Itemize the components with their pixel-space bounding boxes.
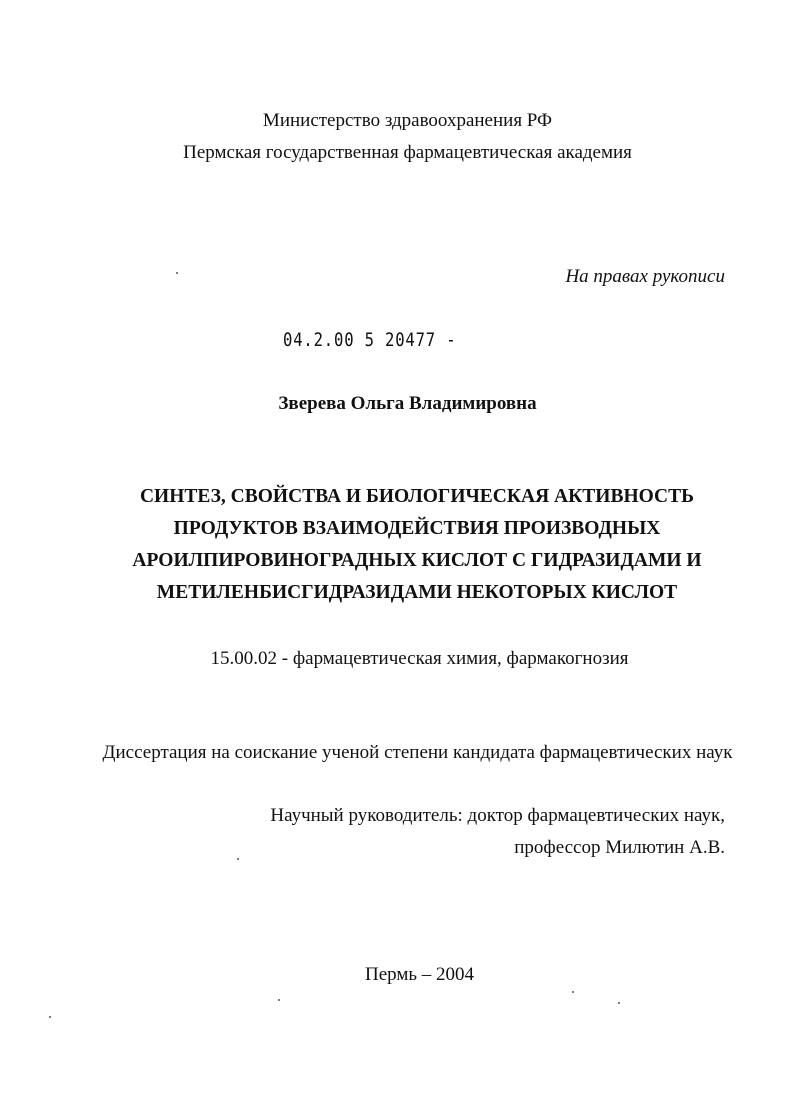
title-line: МЕТИЛЕНБИСГИДРАЗИДАМИ НЕКОТОРЫХ КИСЛОТ xyxy=(156,582,678,603)
title-line: АРОИЛПИРОВИНОГРАДНЫХ КИСЛОТ С ГИДРАЗИДАМИ И xyxy=(132,550,702,571)
title-line: ПРОДУКТОВ ВЗАИМОДЕЙСТВИЯ ПРОИЗВОДНЫХ xyxy=(173,518,661,539)
city-year: Пермь – 2004 xyxy=(364,964,475,985)
scan-speck xyxy=(176,272,178,274)
supervisor-line-2: профессор Милютин А.В. xyxy=(514,837,725,858)
scan-speck xyxy=(278,999,280,1001)
scan-speck xyxy=(572,991,574,993)
supervisor-line-1: Научный руководитель: доктор фармацевтических наук, xyxy=(270,805,725,826)
ministry-name: Министерство здравоохранения РФ xyxy=(262,110,553,131)
title-line: СИНТЕЗ, СВОЙСТВА И БИОЛОГИЧЕСКАЯ АКТИВНОСТЬ xyxy=(139,486,695,507)
catalog-number: 04.2.00 5 20477 - xyxy=(283,329,457,351)
specialty-code: 15.00.02 - фармацевтическая химия, фармакогнозия xyxy=(210,648,629,669)
academy-name: Пермская государственная фармацевтическая академия xyxy=(183,142,632,163)
scan-speck xyxy=(618,1002,620,1004)
scan-speck xyxy=(49,1016,51,1018)
rights-notice: На правах рукописи xyxy=(565,266,725,287)
scan-speck xyxy=(237,858,239,860)
author-name: Зверева Ольга Владимировна xyxy=(278,393,537,414)
dissertation-note: Диссертация на соискание ученой степени кандидата фармацевтических наук xyxy=(102,742,733,763)
